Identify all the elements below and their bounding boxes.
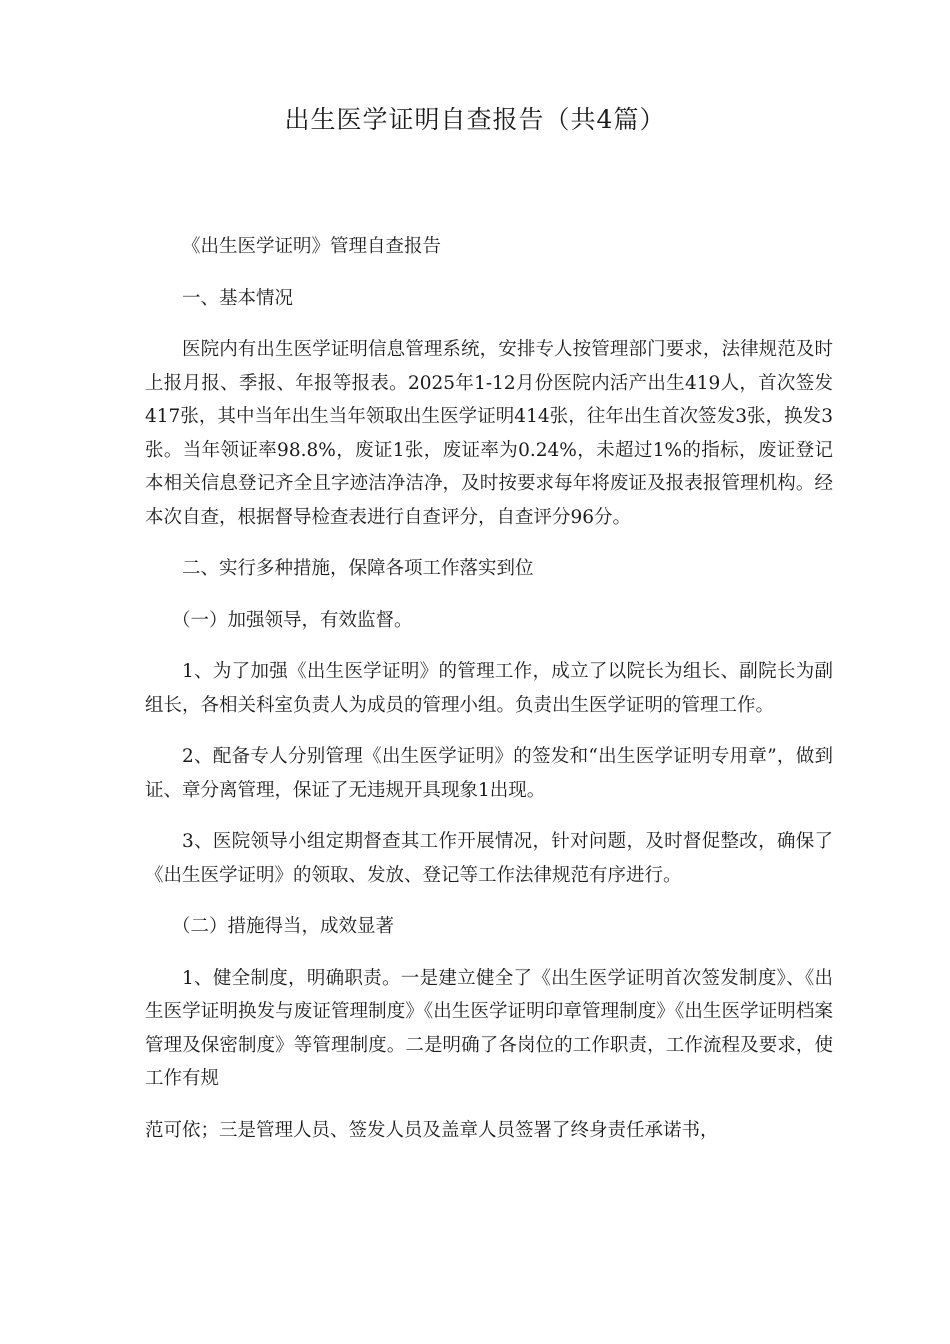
paragraph-item-2: 2、配备专人分别管理《出生医学证明》的签发和“出生医学证明专用章”，做到证、章分离管理，保证了无违规开具现象1出现。 [145,746,833,801]
subsection-heading-leadership: （一）加强领导，有效监督。 [172,609,413,631]
section-heading-measures: 二、实行多种措施，保障各项工作落实到位 [182,558,534,579]
section-heading-basic: 一、基本情况 [182,287,294,309]
paragraph-item-3: 3、医院领导小组定期督查其工作开展情况，针对问题，及时督促整改，确保了《出生医学证明》的领取、发放、登记等工作法律规范有序进行。 [145,831,833,886]
document-title: 出生医学证明自查报告（共4篇） [284,105,666,134]
subsection-heading-effective: （二）措施得当，成效显著 [172,916,395,937]
report-heading: 《出生医学证明》管理自查报告 [182,236,442,257]
paragraph-item-1: 1、为了加强《出生医学证明》的管理工作，成立了以院长为组长、副院长为副组长，各相关科室负责人为成员的管理小组。负责出生医学证明的管理工作。 [145,661,833,716]
paragraph-continuation: 范可依；三是管理人员、签发人员及盖章人员签署了终身责任承诺书， [145,1119,719,1141]
paragraph-basic-situation: 医院内有出生医学证明信息管理系统，安排专人按管理部门要求，法律规范及时上报月报、季报、年报等报表。2025年1-12月份医院内活产出生419人，首次签发417张，其中当年出生当年领取出生医学证明414张，往年出生首次签发3张，换发3张。当年领证率98.8%，废证1张，废证率为0.24%，未超过1%的指标，废证登记本相关信息登记齐全且字迹洁净洁净，及时按要求每年将废证及报表报管理机构。经本次自查，根据督导检查表进行自查评分，自查评分96分。 [145,339,833,528]
paragraph-system-item-1: 1、健全制度，明确职责。一是建立健全了《出生医学证明首次签发制度》、《出生医学证明换发与废证管理制度》《出生医学证明印章管理制度》《出生医学证明档案管理及保密制度》等管理制度。二是明确了各岗位的工作职责，工作流程及要求，使工作有规 [145,967,833,1089]
document-body [145,230,833,1165]
